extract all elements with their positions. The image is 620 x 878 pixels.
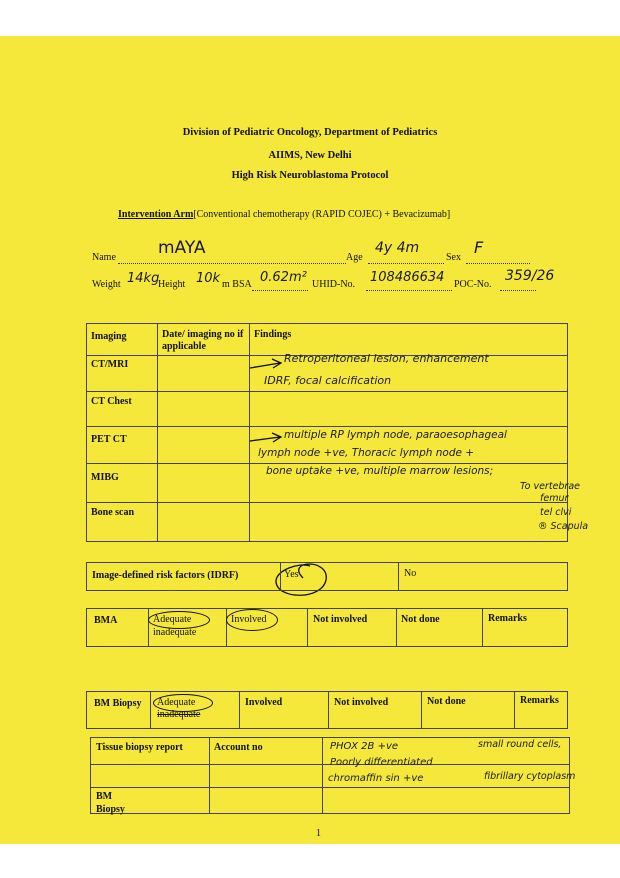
- bsa-value: 0.62m²: [260, 270, 307, 285]
- intervention-label: Intervention Arm: [118, 209, 194, 220]
- ct-mri-finding-1: Retroperitoneal lesion, enhancement: [284, 352, 489, 365]
- age-value: 4y 4m: [375, 240, 420, 256]
- age-label: Age: [346, 252, 363, 263]
- bm-biopsy-involved: Involved: [245, 697, 283, 708]
- sex-value: F: [474, 238, 484, 257]
- name-label: Name: [92, 252, 116, 263]
- pet-finding-1: multiple RP lymph node, paraoesophageal: [284, 429, 507, 441]
- poc-label: POC-No.: [454, 279, 492, 290]
- intervention-text: [Conventional chemotherapy (RAPID COJEC) + Bevacizumab]: [193, 209, 451, 220]
- col-imaging: Imaging: [91, 331, 127, 342]
- bone-finding-2: tel clvi: [540, 507, 572, 518]
- bm-biopsy-not-done: Not done: [427, 696, 466, 707]
- col-findings: Findings: [254, 329, 292, 340]
- mibg-finding-2: To vertebrae: [520, 481, 581, 492]
- row-ct-chest: CT Chest: [91, 396, 132, 407]
- weight-label: Weight: [92, 279, 121, 290]
- bm-biopsy-remarks: Remarks: [520, 695, 559, 706]
- height-label: Height: [158, 279, 186, 290]
- tissue-note-4: small round cells,: [478, 739, 562, 750]
- height-value: 10k: [196, 271, 221, 286]
- col-date: Date/ imaging no if applicable: [162, 329, 244, 352]
- tissue-account: Account no: [214, 742, 263, 753]
- uhid-label: UHID-No.: [312, 279, 356, 290]
- ct-mri-finding-2: IDRF, focal calcification: [264, 374, 392, 387]
- pet-finding-2: lymph node +ve, Thoracic lymph node +: [258, 447, 475, 459]
- header-department: Division of Pediatric Oncology, Department of Pediatrics: [182, 127, 438, 138]
- tissue-note-2: Poorly differentiated: [330, 757, 433, 768]
- tissue-label: Tissue biopsy report: [96, 742, 183, 753]
- weight-value: 14kg: [127, 271, 160, 286]
- tissue-note-3: chromaffin sin +ve: [328, 773, 424, 784]
- tissue-note-1: PHOX 2B +ve: [330, 741, 399, 752]
- bma-adequate: Adequate: [153, 614, 192, 625]
- bm-biopsy-label: BM Biopsy: [94, 698, 142, 709]
- bone-finding-3: ® Scapula: [538, 521, 589, 532]
- row-mibg: MIBG: [91, 472, 119, 483]
- bma-not-done: Not done: [401, 614, 440, 625]
- bma-label: BMA: [94, 615, 118, 626]
- bm-biopsy-adequate: Adequate: [157, 697, 196, 708]
- row-pet-ct: PET CT: [91, 434, 127, 445]
- page-number: 1: [316, 828, 321, 839]
- mibg-finding-1: bone uptake +ve, multiple marrow lesions;: [266, 465, 494, 477]
- idrf-no: No: [404, 568, 417, 579]
- bm-biopsy-not-involved: Not involved: [334, 697, 389, 708]
- name-value: mAYA: [158, 238, 206, 258]
- bma-inadequate: inadequate: [153, 627, 197, 638]
- idrf-label: Image-defined risk factors (IDRF): [92, 570, 239, 581]
- bone-finding-1: femur: [540, 493, 569, 504]
- row-ct-mri: CT/MRI: [91, 359, 129, 370]
- bsa-label: m BSA: [222, 279, 252, 290]
- tissue-bm-label: BM Biopsy: [96, 791, 125, 815]
- bm-biopsy-inadequate: inadequate: [157, 709, 201, 720]
- tissue-note-5: fibrillary cytoplasm: [484, 771, 576, 782]
- idrf-yes: Yes: [284, 569, 299, 580]
- poc-value: 359/26: [505, 268, 555, 284]
- sex-label: Sex: [446, 252, 461, 263]
- row-bone-scan: Bone scan: [91, 507, 135, 518]
- bma-remarks: Remarks: [488, 613, 527, 624]
- header-institute: AIIMS, New Delhi: [268, 150, 352, 161]
- header-protocol: High Risk Neuroblastoma Protocol: [231, 170, 389, 181]
- uhid-value: 108486634: [370, 270, 445, 285]
- bma-involved: Involved: [231, 614, 267, 625]
- bma-not-involved: Not involved: [313, 614, 368, 625]
